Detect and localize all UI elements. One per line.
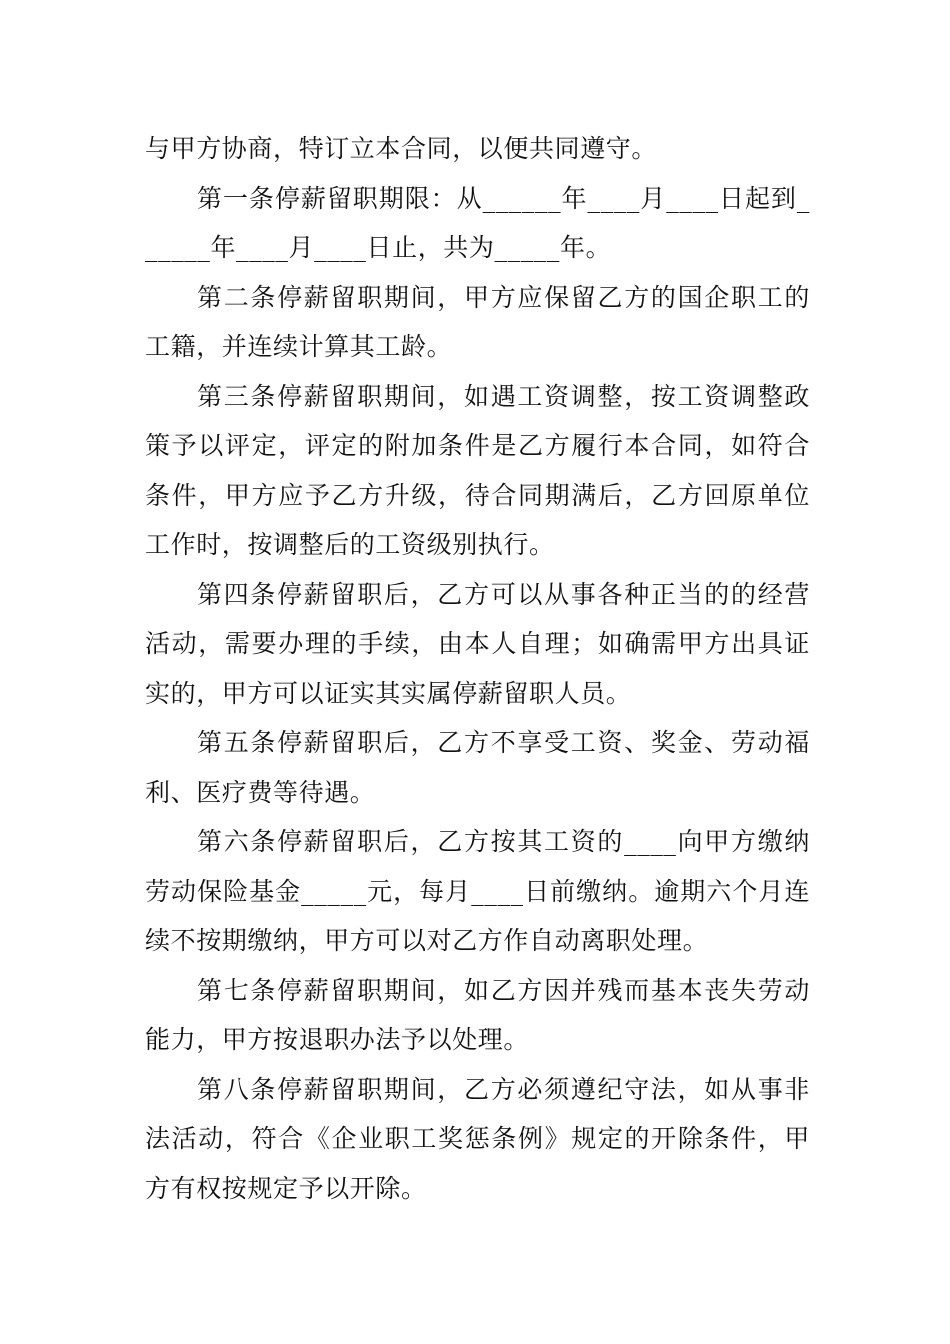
paragraph-article-8: 第八条停薪留职期间，乙方必须遵纪守法，如从事非法活动，符合《企业职工奖惩条例》规定的开除条件，甲方有权按规定予以开除。 [145, 1074, 810, 1203]
paragraph-article-2: 第二条停薪留职期间，甲方应保留乙方的国企职工的工籍，并连续计算其工龄。 [145, 282, 810, 361]
paragraph-article-1: 第一条停薪留职期限：从______年____月____日起到______年____月____日止，共为_____年。 [145, 183, 810, 262]
paragraph-preamble: 与甲方协商，特订立本合同，以便共同遵守。 [145, 134, 658, 163]
contract-body [145, 124, 810, 1213]
paragraph-article-6: 第六条停薪留职后，乙方按其工资的____向甲方缴纳劳动保险基金_____元，每月____日前缴纳。逾期六个月连续不按期缴纳，甲方可以对乙方作自动离职处理。 [145, 827, 810, 955]
paragraph-article-4: 第四条停薪留职后，乙方可以从事各种正当的的经营活动，需要办理的手续，由本人自理；如确需甲方出具证实的，甲方可以证实其实属停薪留职人员。 [145, 579, 810, 708]
paragraph-article-7: 第七条停薪留职期间，如乙方因并残而基本丧失劳动能力，甲方按退职办法予以处理。 [145, 975, 810, 1054]
paragraph-article-5: 第五条停薪留职后，乙方不享受工资、奖金、劳动福利、医疗费等待遇。 [145, 728, 810, 807]
paragraph-article-3: 第三条停薪留职期间，如遇工资调整，按工资调整政策予以评定，评定的附加条件是乙方履行本合同，如符合条件，甲方应予乙方升级，待合同期满后，乙方回原单位工作时，按调整后的工资级别执行。 [145, 381, 810, 559]
